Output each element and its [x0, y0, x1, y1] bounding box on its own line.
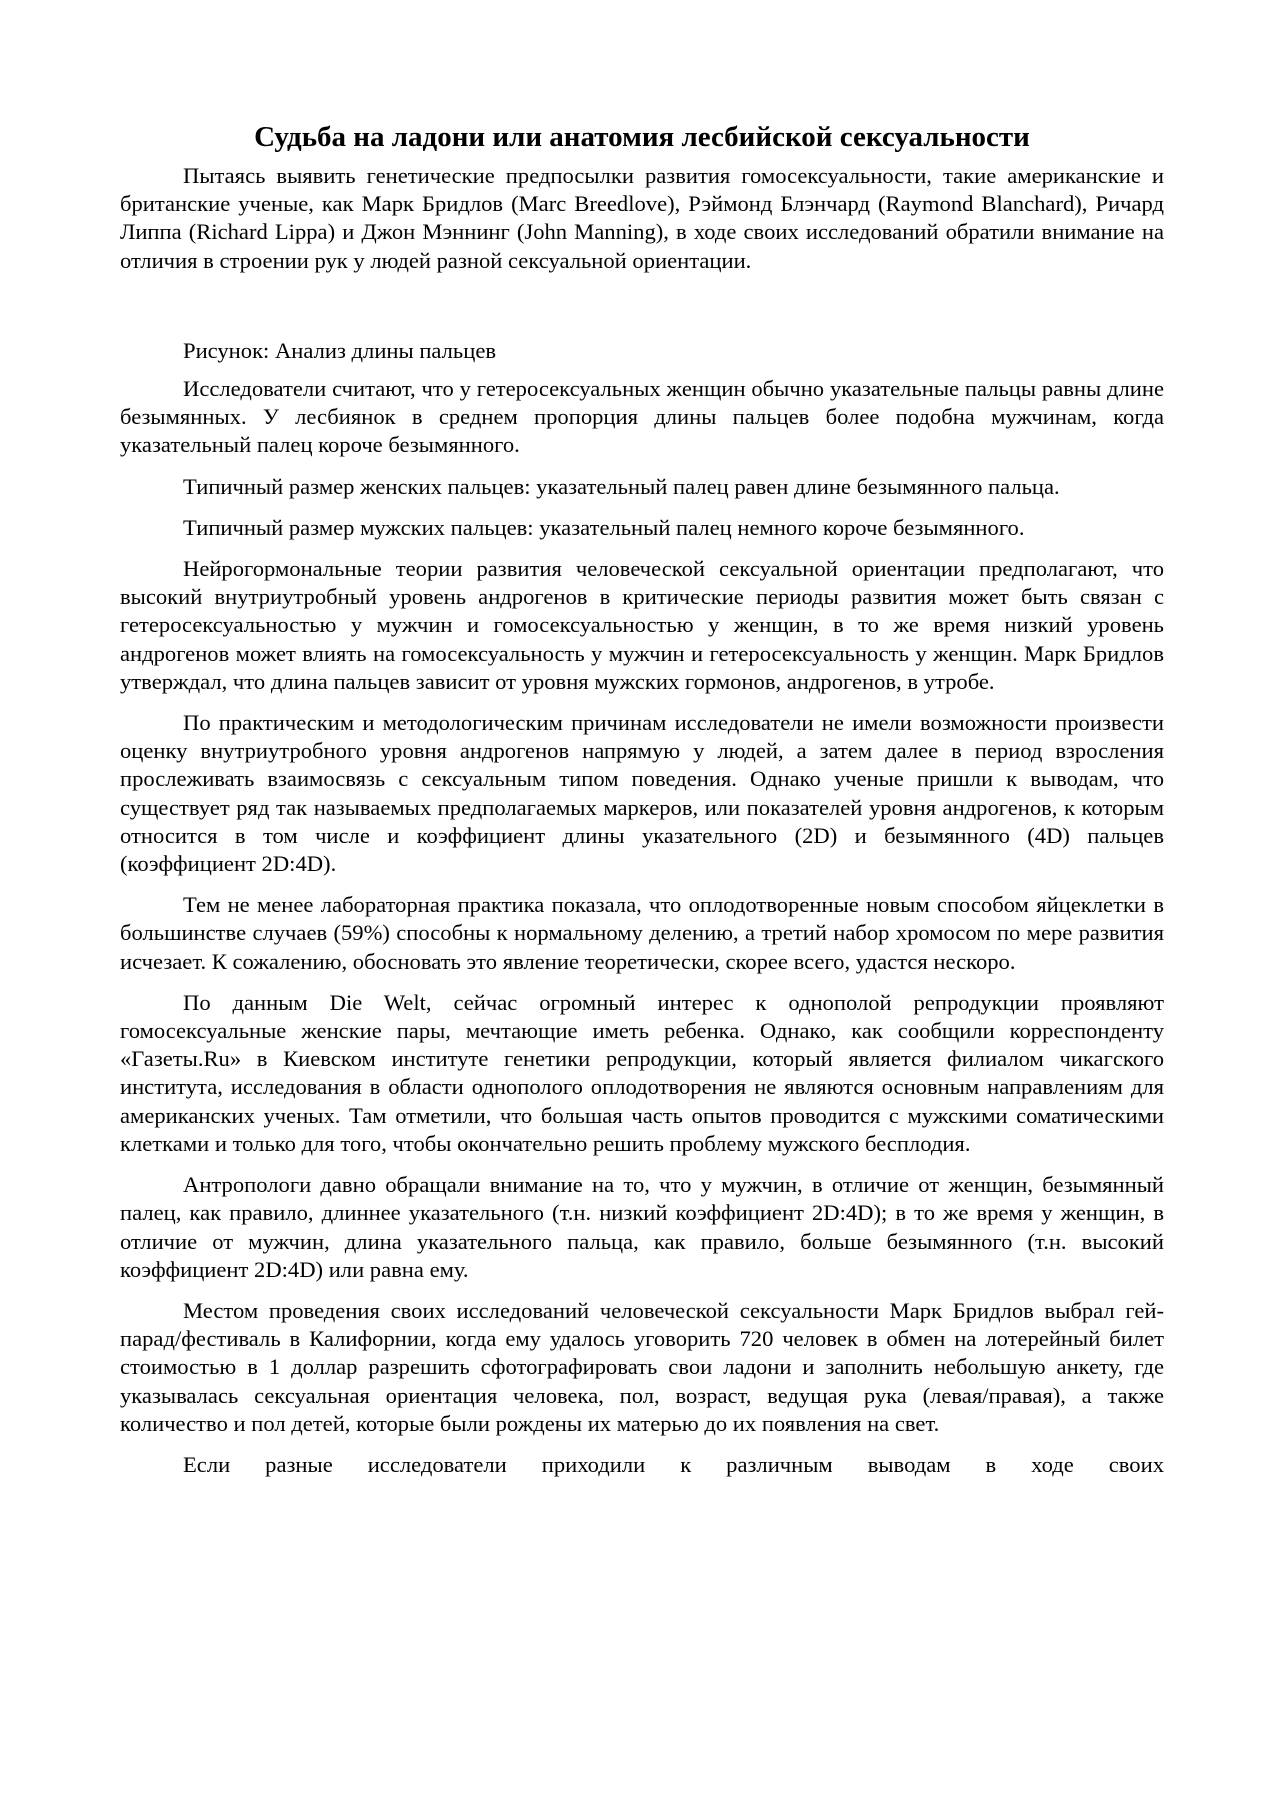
paragraph-intro: Пытаясь выявить генетические предпосылки развития гомосексуальности, такие американские и британские ученые, как Марк Бридлов (Marc Breedlove), Рэймонд Блэнчард (Raymond Blanchard), Ричард Липпа (Richard Lippa) и Джон Мэннинг (John Manning), в ходе своих исследований обратили внимание на отличия в строении рук у людей разной сексуальной ориентации.: [120, 163, 1164, 273]
paragraph-continued: Если разные исследователи приходили к различным выводам в ходе своих: [183, 1451, 1164, 1477]
paragraph: Типичный размер мужских пальцев: указательный палец немного короче безымянного.: [183, 514, 1025, 540]
paragraph: Тем не менее лабораторная практика показала, что оплодотворенные новым способом яйцеклетки в большинстве случаев (59%) способны к нормальному делению, а третий набор хромосом по мере развития исчезает. К сожалению, обосновать это явление теоретически, скорее всего, удастся нескоро.: [120, 892, 1164, 974]
paragraph: Антропологи давно обращали внимание на то, что у мужчин, в отличие от женщин, безымянный палец, как правило, длиннее указательного (т.н. низкий коэффициент 2D:4D); в то же время у женщин, в отличие от мужчин, длина указательного пальца, как правило, больше безымянного (т.н. высокий коэффициент 2D:4D) или равна ему.: [120, 1172, 1164, 1282]
paragraph: Нейрогормональные теории развития человеческой сексуальной ориентации предполагают, что высокий внутриутробный уровень андрогенов в критические периоды развития может быть связан с гетеросексуальностью у мужчин и гомосексуальностью у женщин, в то же время низкий уровень андрогенов может влиять на гомосексуальность у мужчин и гетеросексуальность у женщин. Марк Бридлов утверждал, что длина пальцев зависит от уровня мужских гормонов, андрогенов, в утробе.: [120, 556, 1164, 694]
paragraph: По данным Die Welt, сейчас огромный интерес к однополой репродукции проявляют гомосексуальные женские пары, мечтающие иметь ребенка. Однако, как сообщили корреспонденту «Газеты.Ru» в Киевском институте генетики репродукции, который является филиалом чикагского института, исследования в области однополого оплодотворения не являются основным направлениям для американских ученых. Там отметили, что большая часть опытов проводится с мужскими соматическими клетками и только для того, чтобы окончательно решить проблему мужского бесплодия.: [120, 989, 1164, 1156]
paragraph: Типичный размер женских пальцев: указательный палец равен длине безымянного пальца.: [183, 473, 1060, 499]
figure-caption: Рисунок: Анализ длины пальцев: [183, 337, 497, 363]
document-title: Судьба на ладони или анатомия лесбийской сексуальности: [254, 121, 1030, 153]
paragraph: Местом проведения своих исследований человеческой сексуальности Марк Бридлов выбрал гей-парад/фестиваль в Калифорнии, когда ему удалось уговорить 720 человек в обмен на лотерейный билет стоимостью в 1 доллар разрешить сфотографировать свои ладони и заполнить небольшую анкету, где указывалась сексуальная ориентация человека, пол, возраст, ведущая рука (левая/правая), а также количество и пол детей, которые были рождены их матерью до их появления на свет.: [120, 1297, 1164, 1436]
document-page: [120, 118, 1164, 1492]
paragraph: Исследователи считают, что у гетеросексуальных женщин обычно указательные пальцы равны длине безымянных. У лесбиянок в среднем пропорция длины пальцев более подобна мужчинам, когда указательный палец короче безымянного.: [120, 376, 1164, 458]
paragraph: По практическим и методологическим причинам исследователи не имели возможности произвести оценку внутриутробного уровня андрогенов напрямую у людей, а затем далее в период взросления прослеживать взаимосвязь с сексуальным типом поведения. Однако ученые пришли к выводам, что существует ряд так называемых предполагаемых маркеров, или показателей уровня андрогенов, к которым относится в том числе и коэффициент длины указательного (2D) и безымянного (4D) пальцев (коэффициент 2D:4D).: [120, 710, 1164, 877]
